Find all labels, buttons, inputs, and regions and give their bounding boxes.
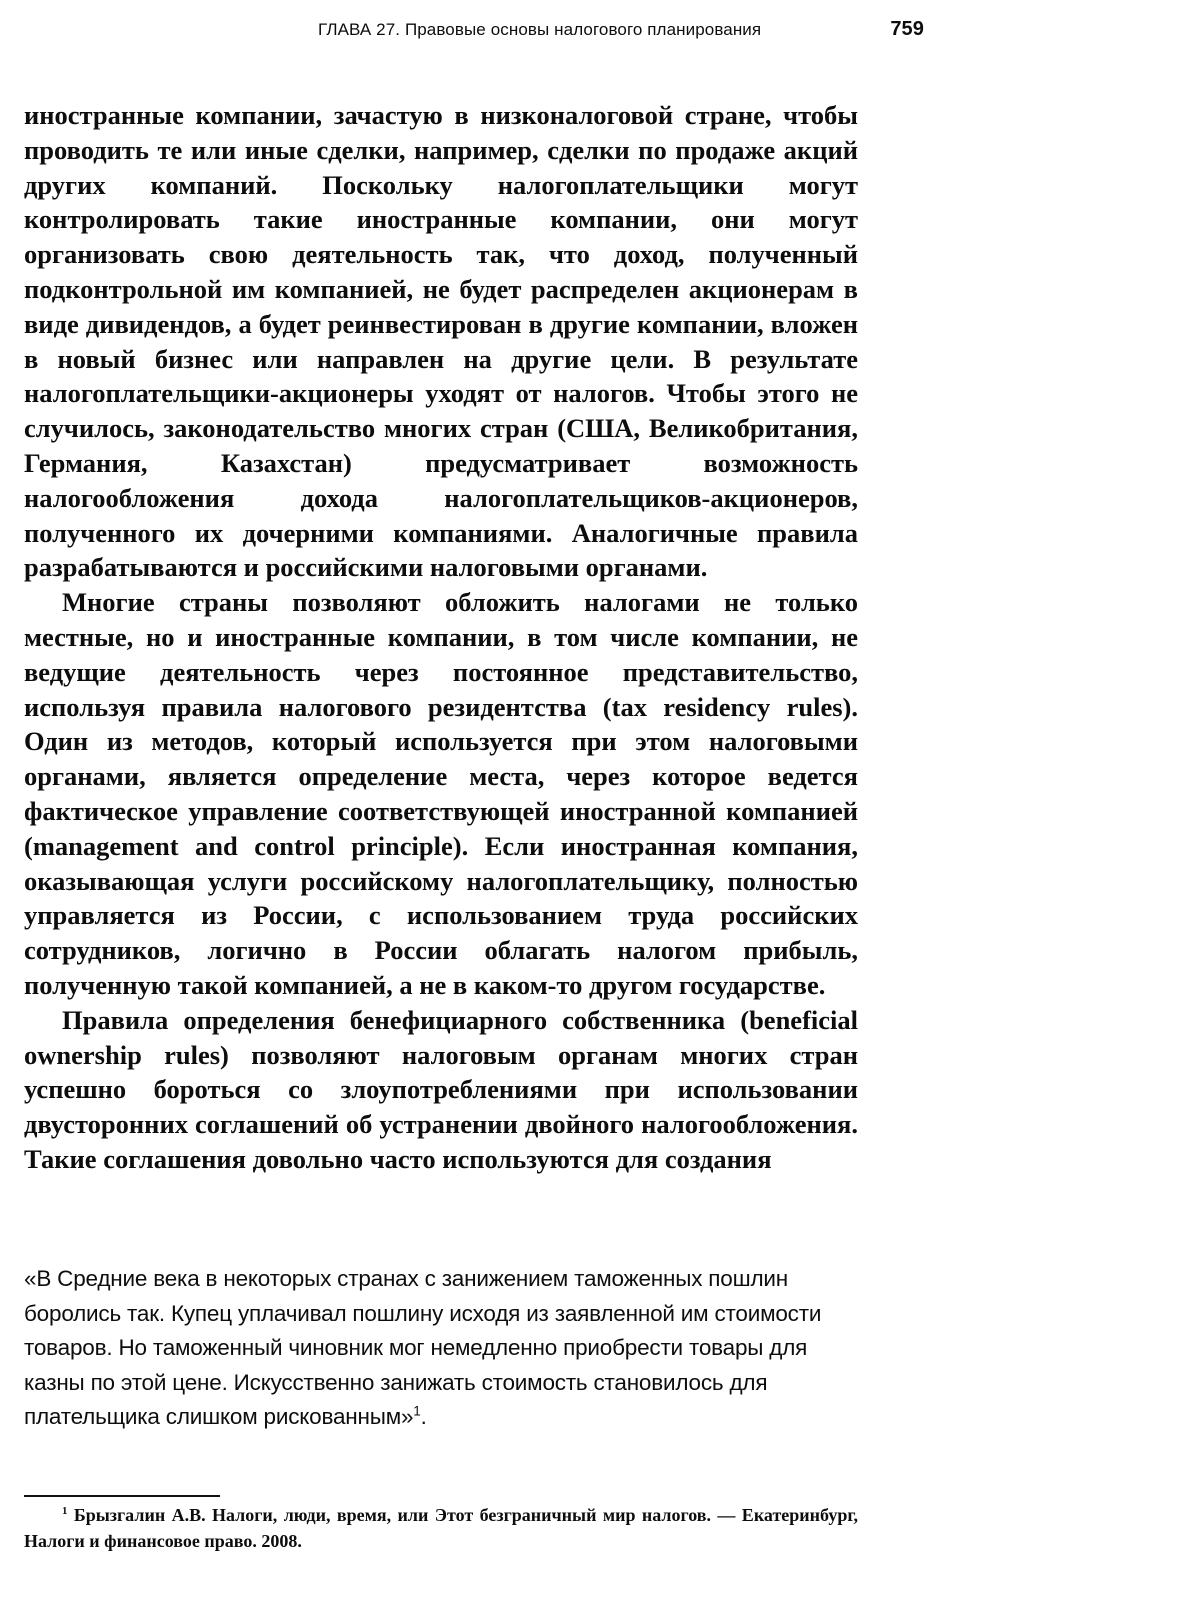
quote-footnote-marker: 1 [413,1403,421,1419]
body-paragraph-3: Правила определения бенефициарного собственника (beneficial ownership rules) позволяют налоговым органам многих стран успешно бороться со злоупотреблениями при использовании двусторонних соглашений об устранении двойного налогообложения. Такие соглашения довольно часто используются для создания [24,1004,858,1174]
page-number: 759 [890,18,924,40]
footnote-text: Брызгалин А.В. Налоги, люди, время, или Этот безграничный мир налогов. — Екатеринбург, Налоги и финансовое право. 2008. [24,1505,859,1551]
body-paragraph-2: Многие страны позволяют обложить налогами не только местные, но и иностранные компании, в том числе компании, не ведущие деятельность через постоянное представительство, используя правила налогового резидентства (tax residency rules). Один из методов, который используется при этом налоговыми органами, является определение места, через которое ведется фактическое управление соответствующей иностранной компанией (management and control principle). Если иностранная компания, оказывающая услуги российскому налогоплательщику, полностью управляется из России, с использованием труда российских сотрудников, логично в России облагать налогом прибыль, полученную такой компанией, а не в каком-то другом государстве. [24,587,858,1000]
quote-text: «В Средние века в некоторых странах с занижением таможенных пошлин боролись так. Купец уплачивал пошлину исходя из заявленной им стоимости товаров. Но таможенный чиновник мог немедленно приобрести товары для казны по этой цене. Искусственно занижать стоимость становилось для плательщика слишком рискованным» [24,1266,822,1429]
running-header [318,18,924,41]
footnote-marker: 1 [62,1505,68,1517]
main-text [24,98,858,1177]
footnote-divider [24,1495,220,1497]
quote-block [24,1262,854,1435]
body-paragraph-1: иностранные компании, зачастую в низконалоговой стране, чтобы проводить те или иные сделки, например, сделки по продаже акций других компаний. Поскольку налогоплательщики могут контролировать такие иностранные компании, они могут организовать свою деятельность так, что доход, полученный подконтрольной им компанией, не будет распределен акционерам в виде дивидендов, а будет реинвестирован в другие компании, вложен в новый бизнес или направлен на другие цели. В результате налогоплательщики-акционеры уходят от налогов. Чтобы этого не случилось, законодательство многих стран (США, Великобритания, Германия, Казахстан) предусматривает возможность налогообложения дохода налогоплательщиков-акционеров, полученного их дочерними компаниями. Аналогичные правила разрабатываются и российскими налоговыми органами. [24,100,858,583]
chapter-title: ГЛАВА 27. Правовые основы налогового планирования [318,20,762,39]
footnote [24,1502,858,1554]
quote-end-punctuation: . [420,1404,427,1429]
